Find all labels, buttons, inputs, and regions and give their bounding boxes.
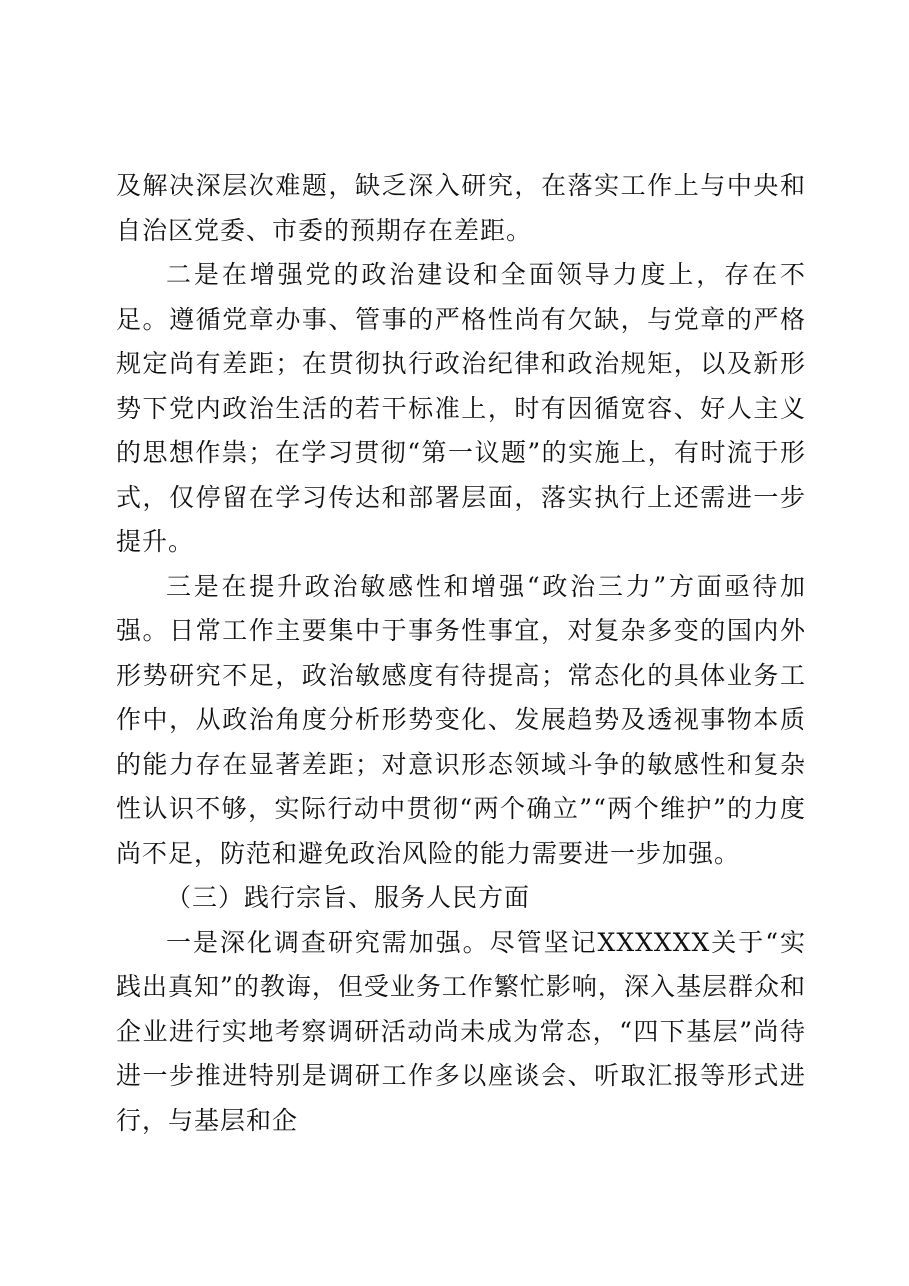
paragraph-point-three: 三是在提升政治敏感性和增强“政治三力”方面亟待加强。日常工作主要集中于事务性事宜，对复杂多变的国内外形势研究不足，政治敏感度有待提高；常态化的具体业务工作中，从政治角度分析形势变化、发展趋势及透视事物本质的能力存在显著差距；对意识形态领域斗争的敏感性和复杂性认识不够，实际行动中贯彻“两个确立”“两个维护”的力度尚不足，防范和避免政治风险的能力需要进一步加强。 (116, 571, 806, 868)
section-heading-three: （三）践行宗旨、服务人民方面 (166, 883, 531, 912)
paragraph-point-two: 二是在增强党的政治建设和全面领导力度上，存在不足。遵循党章办事、管事的严格性尚有欠缺，与党章的严格规定尚有差距；在贯彻执行政治纪律和政治规矩，以及新形势下党内政治生活的若干标准上，时有因循宽容、好人主义的思想作祟；在学习贯彻“第一议题”的实施上，有时流于形式，仅停留在学习传达和部署层面，落实执行上还需进一步提升。 (116, 260, 806, 556)
paragraph-continuation: 及解决深层次难题，缺乏深入研究，在落实工作上与中央和自治区党委、市委的预期存在差距。 (116, 171, 806, 245)
paragraph-point-one-research: 一是深化调查研究需加强。尽管坚记XXXXXX关于“实践出真知”的教诲，但受业务工作繁忙影响，深入基层群众和企业进行实地考察调研活动尚未成为常态，“四下基层”尚待进一步推进特别是调研工作多以座谈会、听取汇报等形式进行，与基层和企 (116, 927, 806, 1135)
document-body (116, 164, 806, 1143)
